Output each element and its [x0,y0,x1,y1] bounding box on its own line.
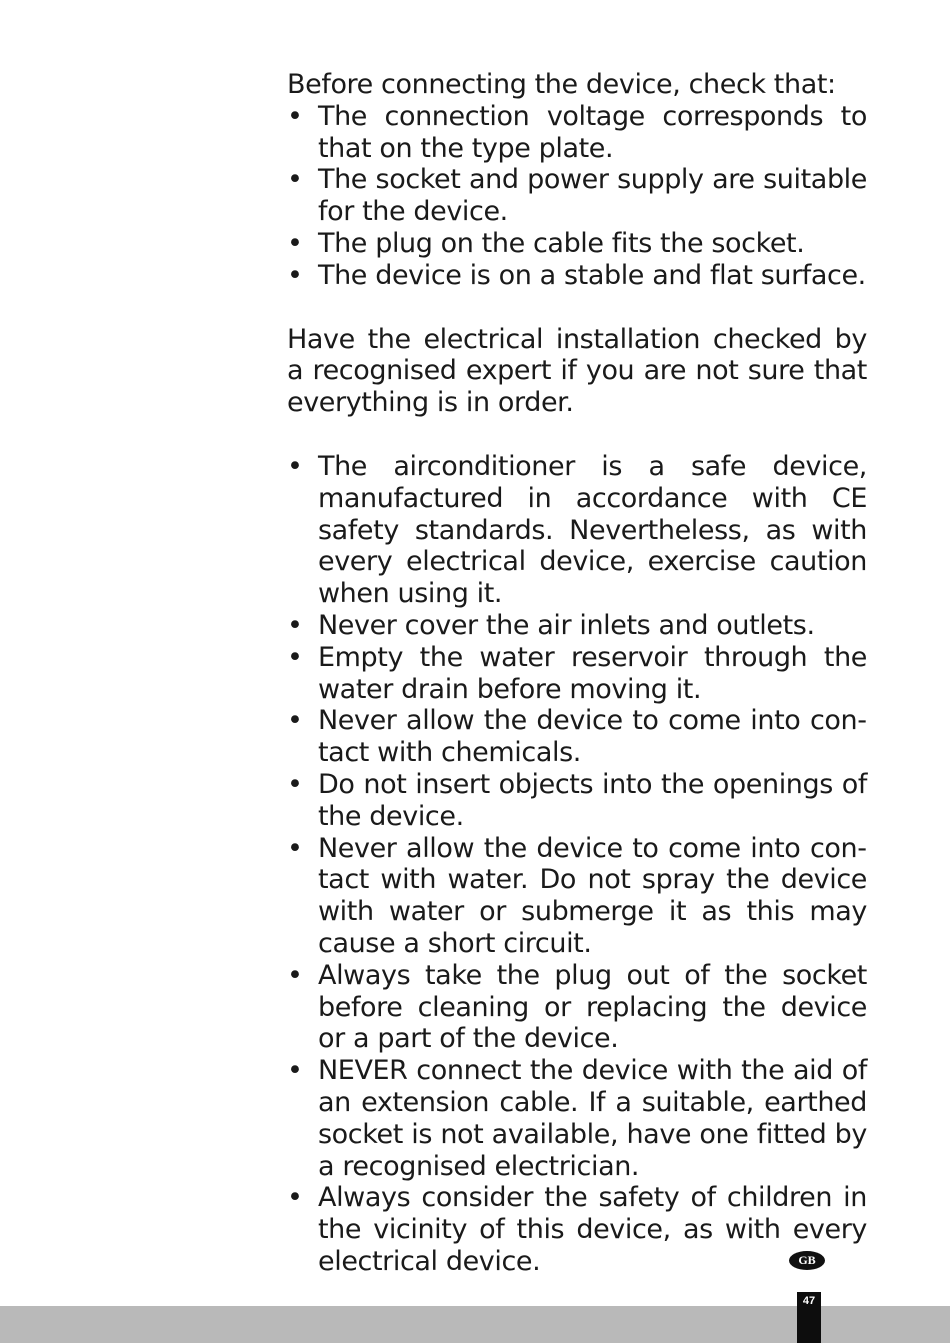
safety-item-text: Never allow the device to come into contact with water. Do not spray the device with water or submerge it as this may cause a short circuit. [318,832,867,959]
bullet-icon: • [287,227,303,259]
bullet-icon: • [287,100,303,132]
checklist-item [287,164,867,228]
installation-note: Have the electrical installation checked by a recognised expert if you are not sure that everything is in order. [287,323,867,419]
safety-item-text: Never allow the device to come into contact with chemicals. [318,705,867,769]
bullet-icon: • [287,1182,303,1214]
manual-text-column [287,69,867,1278]
safety-item [287,769,867,833]
safety-item-text: Never cover the air inlets and outlets. [318,609,815,641]
safety-item [287,960,867,1055]
page-number-tab [797,1292,821,1343]
pre-connection-checklist [287,101,867,292]
checklist-item-text: The device is on a stable and flat surface. [318,259,866,291]
bullet-icon: • [287,1055,303,1087]
checklist-item-text: The plug on the cable fits the socket. [318,227,805,259]
bullet-icon: • [287,832,303,864]
bullet-icon: • [287,164,303,196]
bullet-icon: • [287,768,303,800]
safety-item [287,610,867,642]
safety-item [287,833,867,960]
safety-item [287,1055,867,1182]
checklist-item [287,101,867,165]
language-badge: GB [789,1251,825,1270]
bullet-icon: • [287,705,303,737]
checklist-item-text: The socket and power supply are suitable for the device. [318,164,867,228]
safety-item [287,642,867,706]
bullet-icon: • [287,609,303,641]
checklist-item-text: The connection voltage corresponds to that on the type plate. [318,100,867,164]
safety-item-text: Do not insert objects into the openings of the device. [318,768,867,832]
safety-item [287,705,867,769]
page-number: 47 [802,1295,816,1307]
safety-item [287,451,867,610]
bullet-icon: • [287,259,303,291]
safety-item-text: The airconditioner is a safe device, manufactured in accordance with CE safety standards. Nevertheless, as with every electrical device, exercise caution when using it. [318,450,867,610]
bullet-icon: • [287,959,303,991]
safety-instructions-list [287,451,867,1278]
checklist-item [287,228,867,260]
safety-item-text: Empty the water reservoir through the water drain before moving it. [318,641,867,705]
safety-item-text: Always take the plug out of the socket before cleaning or replacing the device or a part of the device. [318,959,867,1055]
safety-item [287,1182,867,1277]
intro-text: Before connecting the device, check that: [287,69,836,100]
checklist-item [287,260,867,292]
safety-item-text: Always consider the safety of children in the vicinity of this device, as with every electrical device. [318,1182,867,1277]
bullet-icon: • [287,641,303,673]
bullet-icon: • [287,450,303,482]
safety-item-text: NEVER connect the device with the aid of an extension cable. If a suitable, earthed socket is not available, have one fitted by a recognised electrician. [318,1055,867,1182]
